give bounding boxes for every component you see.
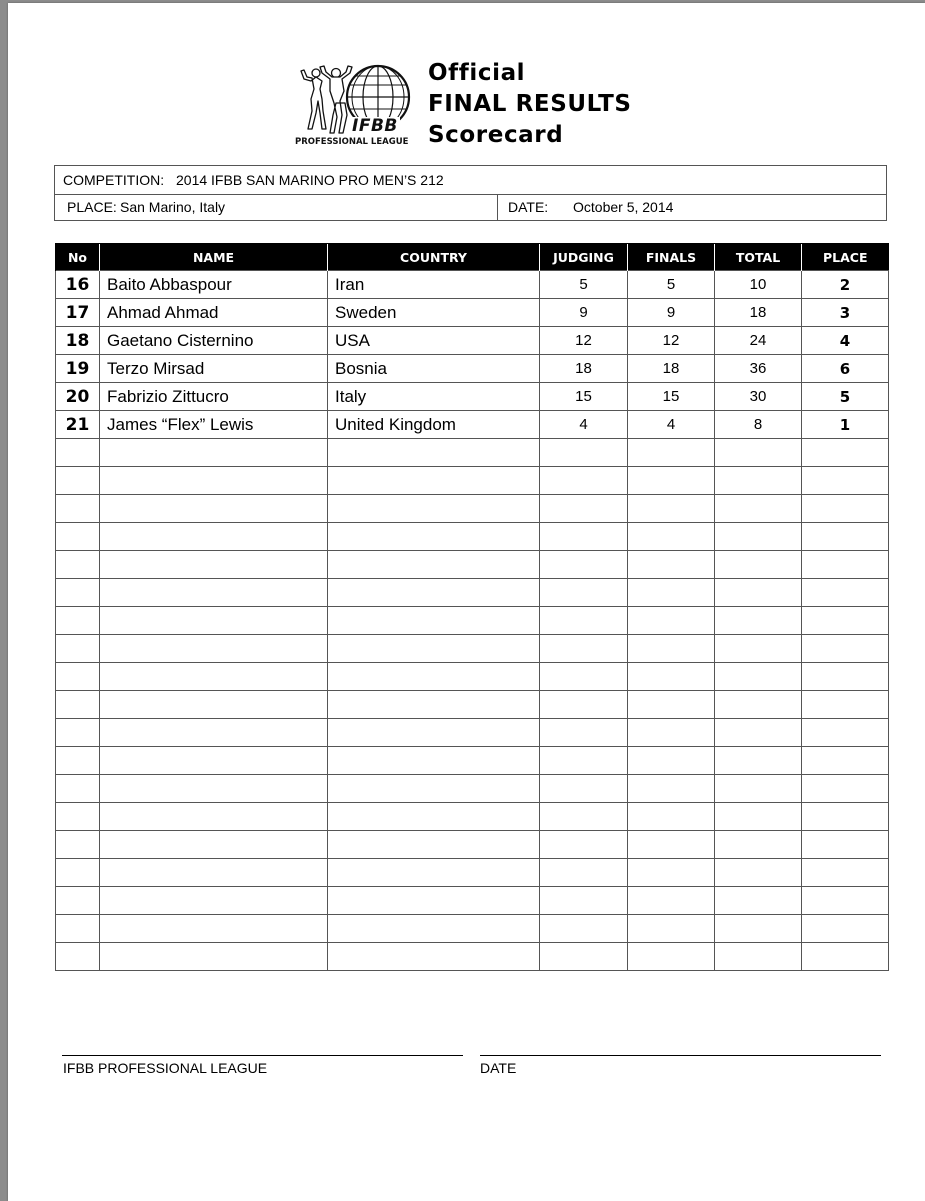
empty-competitor-name-cell <box>100 495 328 523</box>
empty-final-place-cell <box>802 523 889 551</box>
empty-total-score-cell <box>715 831 802 859</box>
empty-total-score-cell <box>715 747 802 775</box>
date-label: DATE: <box>508 199 549 215</box>
empty-final-place-cell <box>802 579 889 607</box>
empty-competitor-name-cell <box>100 439 328 467</box>
empty-competitor-number-cell <box>56 495 100 523</box>
empty-final-place-cell <box>802 775 889 803</box>
empty-competitor-country-cell <box>328 551 540 579</box>
column-header-no: No <box>56 244 100 271</box>
final-place: 6 <box>802 355 889 383</box>
empty-competitor-number-cell <box>56 803 100 831</box>
empty-table-row <box>56 467 889 495</box>
empty-competitor-country-cell <box>328 523 540 551</box>
judging-score: 12 <box>540 327 628 355</box>
signature-label-league: IFBB PROFESSIONAL LEAGUE <box>63 1060 268 1076</box>
empty-judging-score-cell <box>540 719 628 747</box>
empty-judging-score-cell <box>540 747 628 775</box>
empty-finals-score-cell <box>628 551 715 579</box>
competitor-number: 17 <box>56 299 100 327</box>
final-place: 5 <box>802 383 889 411</box>
ifbb-logo <box>292 59 424 151</box>
info-divider <box>497 194 498 220</box>
competitor-name: Ahmad Ahmad <box>100 299 328 327</box>
empty-competitor-number-cell <box>56 831 100 859</box>
empty-competitor-number-cell <box>56 719 100 747</box>
judging-score: 15 <box>540 383 628 411</box>
empty-total-score-cell <box>715 439 802 467</box>
empty-table-row <box>56 915 889 943</box>
empty-table-row <box>56 747 889 775</box>
table-row <box>56 271 889 299</box>
empty-judging-score-cell <box>540 915 628 943</box>
table-row <box>56 299 889 327</box>
empty-finals-score-cell <box>628 523 715 551</box>
competitor-number: 19 <box>56 355 100 383</box>
empty-competitor-country-cell <box>328 439 540 467</box>
final-place: 2 <box>802 271 889 299</box>
empty-competitor-number-cell <box>56 579 100 607</box>
empty-competitor-country-cell <box>328 719 540 747</box>
empty-total-score-cell <box>715 887 802 915</box>
total-score: 24 <box>715 327 802 355</box>
results-body <box>56 271 889 971</box>
empty-competitor-country-cell <box>328 943 540 971</box>
competitor-number: 16 <box>56 271 100 299</box>
empty-competitor-country-cell <box>328 607 540 635</box>
empty-finals-score-cell <box>628 803 715 831</box>
empty-table-row <box>56 943 889 971</box>
empty-finals-score-cell <box>628 467 715 495</box>
empty-competitor-name-cell <box>100 467 328 495</box>
empty-total-score-cell <box>715 635 802 663</box>
empty-finals-score-cell <box>628 439 715 467</box>
empty-finals-score-cell <box>628 887 715 915</box>
title-line-scorecard: Scorecard <box>428 122 564 148</box>
empty-competitor-number-cell <box>56 943 100 971</box>
judging-score: 5 <box>540 271 628 299</box>
competitor-number: 21 <box>56 411 100 439</box>
final-place: 1 <box>802 411 889 439</box>
date-value: October 5, 2014 <box>573 199 674 215</box>
empty-table-row <box>56 523 889 551</box>
empty-final-place-cell <box>802 691 889 719</box>
empty-total-score-cell <box>715 803 802 831</box>
empty-table-row <box>56 775 889 803</box>
empty-final-place-cell <box>802 495 889 523</box>
final-place: 4 <box>802 327 889 355</box>
empty-finals-score-cell <box>628 635 715 663</box>
column-header-finals: FINALS <box>628 244 715 271</box>
empty-table-row <box>56 495 889 523</box>
empty-competitor-country-cell <box>328 467 540 495</box>
empty-competitor-number-cell <box>56 859 100 887</box>
empty-judging-score-cell <box>540 467 628 495</box>
empty-competitor-country-cell <box>328 691 540 719</box>
document-title <box>428 58 632 151</box>
empty-competitor-name-cell <box>100 831 328 859</box>
column-header-judging: JUDGING <box>540 244 628 271</box>
empty-total-score-cell <box>715 607 802 635</box>
place-label: PLACE: <box>67 199 117 215</box>
empty-competitor-name-cell <box>100 607 328 635</box>
competitor-number: 20 <box>56 383 100 411</box>
empty-competitor-name-cell <box>100 719 328 747</box>
scorecard-page <box>8 3 925 1201</box>
empty-final-place-cell <box>802 915 889 943</box>
total-score: 30 <box>715 383 802 411</box>
total-score: 36 <box>715 355 802 383</box>
empty-table-row <box>56 439 889 467</box>
empty-table-row <box>56 691 889 719</box>
logo-brand-text: IFBB <box>352 116 398 136</box>
total-score: 8 <box>715 411 802 439</box>
empty-table-row <box>56 803 889 831</box>
empty-total-score-cell <box>715 495 802 523</box>
empty-final-place-cell <box>802 747 889 775</box>
judging-score: 18 <box>540 355 628 383</box>
empty-total-score-cell <box>715 663 802 691</box>
empty-finals-score-cell <box>628 943 715 971</box>
empty-judging-score-cell <box>540 691 628 719</box>
competitor-number: 18 <box>56 327 100 355</box>
empty-table-row <box>56 831 889 859</box>
empty-competitor-country-cell <box>328 495 540 523</box>
empty-competitor-number-cell <box>56 467 100 495</box>
competitor-name: Terzo Mirsad <box>100 355 328 383</box>
empty-finals-score-cell <box>628 859 715 887</box>
empty-table-row <box>56 887 889 915</box>
empty-table-row <box>56 635 889 663</box>
total-score: 10 <box>715 271 802 299</box>
empty-total-score-cell <box>715 719 802 747</box>
empty-table-row <box>56 551 889 579</box>
empty-judging-score-cell <box>540 943 628 971</box>
empty-competitor-country-cell <box>328 915 540 943</box>
empty-competitor-number-cell <box>56 663 100 691</box>
empty-judging-score-cell <box>540 803 628 831</box>
competitor-name: Fabrizio Zittucro <box>100 383 328 411</box>
empty-final-place-cell <box>802 803 889 831</box>
empty-competitor-country-cell <box>328 887 540 915</box>
empty-judging-score-cell <box>540 775 628 803</box>
empty-final-place-cell <box>802 607 889 635</box>
empty-finals-score-cell <box>628 915 715 943</box>
competitor-name: Gaetano Cisternino <box>100 327 328 355</box>
empty-competitor-name-cell <box>100 887 328 915</box>
results-table <box>55 243 889 971</box>
empty-total-score-cell <box>715 579 802 607</box>
empty-competitor-number-cell <box>56 915 100 943</box>
empty-finals-score-cell <box>628 831 715 859</box>
empty-judging-score-cell <box>540 523 628 551</box>
total-score: 18 <box>715 299 802 327</box>
empty-judging-score-cell <box>540 439 628 467</box>
place-value: San Marino, Italy <box>120 199 226 215</box>
empty-final-place-cell <box>802 859 889 887</box>
empty-competitor-name-cell <box>100 691 328 719</box>
empty-competitor-number-cell <box>56 607 100 635</box>
empty-competitor-name-cell <box>100 775 328 803</box>
competition-value: 2014 IFBB SAN MARINO PRO MEN’S 212 <box>176 172 444 188</box>
empty-table-row <box>56 579 889 607</box>
empty-competitor-name-cell <box>100 803 328 831</box>
signature-line-league <box>62 1055 463 1056</box>
title-line-final-results: FINAL RESULTS <box>428 91 632 117</box>
empty-table-row <box>56 719 889 747</box>
empty-competitor-number-cell <box>56 439 100 467</box>
empty-total-score-cell <box>715 551 802 579</box>
empty-final-place-cell <box>802 719 889 747</box>
empty-competitor-number-cell <box>56 523 100 551</box>
empty-competitor-country-cell <box>328 803 540 831</box>
empty-judging-score-cell <box>540 495 628 523</box>
judging-score: 4 <box>540 411 628 439</box>
competitor-name: Baito Abbaspour <box>100 271 328 299</box>
empty-competitor-number-cell <box>56 551 100 579</box>
finals-score: 5 <box>628 271 715 299</box>
empty-competitor-country-cell <box>328 831 540 859</box>
competitor-country: Bosnia <box>328 355 540 383</box>
empty-final-place-cell <box>802 439 889 467</box>
empty-competitor-name-cell <box>100 747 328 775</box>
empty-table-row <box>56 859 889 887</box>
empty-competitor-name-cell <box>100 943 328 971</box>
competitor-name: James “Flex” Lewis <box>100 411 328 439</box>
empty-finals-score-cell <box>628 579 715 607</box>
final-place: 3 <box>802 299 889 327</box>
empty-competitor-country-cell <box>328 579 540 607</box>
empty-total-score-cell <box>715 859 802 887</box>
empty-final-place-cell <box>802 943 889 971</box>
empty-final-place-cell <box>802 887 889 915</box>
empty-judging-score-cell <box>540 607 628 635</box>
empty-finals-score-cell <box>628 691 715 719</box>
column-header-name: NAME <box>100 244 328 271</box>
empty-total-score-cell <box>715 467 802 495</box>
empty-competitor-number-cell <box>56 747 100 775</box>
empty-competitor-country-cell <box>328 775 540 803</box>
empty-finals-score-cell <box>628 775 715 803</box>
finals-score: 9 <box>628 299 715 327</box>
competitor-country: Iran <box>328 271 540 299</box>
empty-competitor-country-cell <box>328 635 540 663</box>
empty-competitor-country-cell <box>328 859 540 887</box>
empty-competitor-name-cell <box>100 551 328 579</box>
competitor-country: USA <box>328 327 540 355</box>
empty-competitor-number-cell <box>56 691 100 719</box>
empty-competitor-number-cell <box>56 635 100 663</box>
table-row <box>56 411 889 439</box>
empty-total-score-cell <box>715 691 802 719</box>
empty-judging-score-cell <box>540 579 628 607</box>
empty-table-row <box>56 607 889 635</box>
empty-competitor-name-cell <box>100 579 328 607</box>
empty-judging-score-cell <box>540 635 628 663</box>
table-row <box>56 383 889 411</box>
empty-finals-score-cell <box>628 495 715 523</box>
finals-score: 12 <box>628 327 715 355</box>
empty-total-score-cell <box>715 775 802 803</box>
title-line-official: Official <box>428 60 526 86</box>
signature-line-date <box>480 1055 881 1056</box>
column-header-place: PLACE <box>802 244 889 271</box>
empty-total-score-cell <box>715 523 802 551</box>
empty-competitor-country-cell <box>328 663 540 691</box>
empty-judging-score-cell <box>540 859 628 887</box>
empty-table-row <box>56 663 889 691</box>
column-header-country: COUNTRY <box>328 244 540 271</box>
empty-final-place-cell <box>802 551 889 579</box>
empty-finals-score-cell <box>628 719 715 747</box>
empty-competitor-name-cell <box>100 635 328 663</box>
place-date-row <box>55 194 886 220</box>
table-row <box>56 327 889 355</box>
competition-row <box>55 166 886 195</box>
table-header-row <box>56 244 889 271</box>
empty-final-place-cell <box>802 831 889 859</box>
empty-competitor-number-cell <box>56 775 100 803</box>
empty-judging-score-cell <box>540 887 628 915</box>
finals-score: 15 <box>628 383 715 411</box>
column-header-total: TOTAL <box>715 244 802 271</box>
table-row <box>56 355 889 383</box>
competitor-country: United Kingdom <box>328 411 540 439</box>
judging-score: 9 <box>540 299 628 327</box>
empty-competitor-country-cell <box>328 747 540 775</box>
empty-competitor-name-cell <box>100 523 328 551</box>
finals-score: 18 <box>628 355 715 383</box>
empty-judging-score-cell <box>540 551 628 579</box>
empty-finals-score-cell <box>628 663 715 691</box>
empty-competitor-name-cell <box>100 915 328 943</box>
empty-judging-score-cell <box>540 831 628 859</box>
empty-competitor-name-cell <box>100 859 328 887</box>
empty-competitor-name-cell <box>100 663 328 691</box>
empty-finals-score-cell <box>628 747 715 775</box>
finals-score: 4 <box>628 411 715 439</box>
empty-final-place-cell <box>802 635 889 663</box>
logo-league-text: PROFESSIONAL LEAGUE <box>295 137 409 147</box>
empty-total-score-cell <box>715 915 802 943</box>
competitor-country: Sweden <box>328 299 540 327</box>
empty-total-score-cell <box>715 943 802 971</box>
empty-final-place-cell <box>802 467 889 495</box>
empty-competitor-number-cell <box>56 887 100 915</box>
competition-label: COMPETITION: <box>63 172 165 188</box>
empty-judging-score-cell <box>540 663 628 691</box>
empty-finals-score-cell <box>628 607 715 635</box>
competition-info-box <box>54 165 887 221</box>
competitor-country: Italy <box>328 383 540 411</box>
signature-label-date: DATE <box>480 1060 517 1076</box>
empty-final-place-cell <box>802 663 889 691</box>
